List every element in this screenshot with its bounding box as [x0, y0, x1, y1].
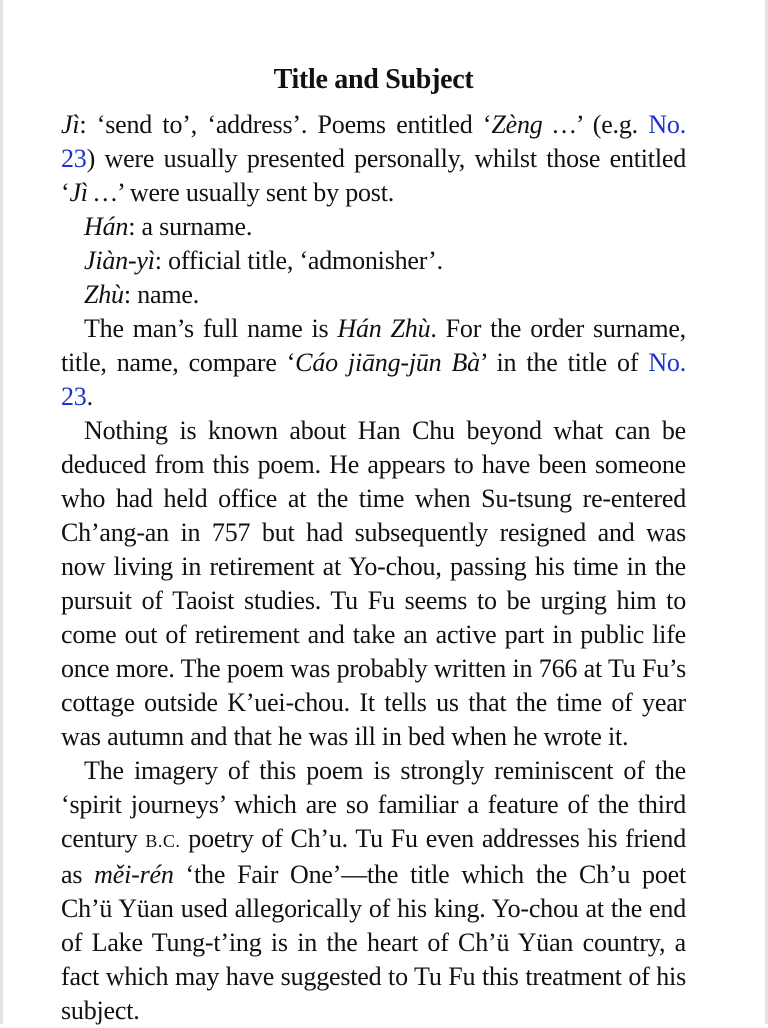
paragraph-nothing-known: Nothing is known about Han Chu beyond what can be deduced from this poem. He appears to have been someone who had held office at the time when Su-tsung re-entered Ch’ang-an in 757 but had subsequently resigned and was now living in retirement at Yo-chou, passing his time in the pursuit of Taoist studies. Tu Fu seems to be urging him to come out of retirement and take an active part in public life once more. The poem was probably written in 766 at Tu Fu’s cottage outside K’uei-chou. It tells us that the time of year was autumn and that he was ill in bed when he wrote it. [61, 416, 686, 751]
italic-ji: Jì … [69, 178, 118, 207]
definition-han [61, 210, 686, 244]
text: ’ were usually sent by post. [117, 178, 395, 207]
definition-zhu [61, 278, 686, 312]
text: . For the order surname, title, name, compare ‘ [61, 314, 686, 377]
definition-jianyi [61, 244, 686, 278]
text: ‘the Fair One’—the title which the Ch’u poet Ch’ü Yüan used allegorically of his king. Yo-chou at the end of Lake Tung-t’ing is in the heart of Ch’ü Yüan country, a fact which may have suggested to Tu Fu this treatment of his subject. [61, 860, 687, 1025]
italic-zeng: Zèng … [491, 110, 576, 139]
page-content [61, 62, 686, 1028]
text: : ‘send to’, ‘address’. Poems entitled ‘ [79, 110, 492, 139]
text: poetry of Ch’u. Tu Fu even addresses his friend as [61, 824, 686, 889]
text: The man’s full name is [84, 314, 338, 343]
cross-reference-link[interactable]: No. 23 [61, 348, 686, 411]
text: ’ (e.g. [575, 110, 649, 139]
italic-meiren: měi-rén [94, 860, 174, 889]
page-left-edge [0, 0, 3, 1024]
italic-name: Hán Zhù [337, 314, 431, 343]
italic-title: Cáo jiāng-jūn Bà [295, 348, 480, 377]
text: ) were usually presented personally, whilst those entitled ‘ [61, 144, 686, 207]
small-caps-bc: B.C. [145, 831, 181, 851]
term-zhu: Zhù [84, 280, 124, 309]
paragraph-imagery [61, 754, 686, 1028]
paragraph-full-name [61, 312, 686, 414]
term-jianyi: Jiàn-yì [84, 246, 155, 275]
text: ’ in the title of [479, 348, 649, 377]
text: The imagery of this poem is strongly reminiscent of the ‘spirit journeys’ which are so familiar a feature of the third century [61, 756, 686, 853]
text: . [86, 382, 93, 411]
term-han: Hán [84, 212, 129, 241]
term-ji: Jì [61, 110, 80, 139]
text: : name. [123, 280, 200, 309]
cross-reference-link[interactable]: No. 23 [61, 110, 686, 173]
definition-ji [61, 108, 686, 210]
text: : a surname. [128, 212, 253, 241]
text: : official title, ‘admonisher’. [154, 246, 443, 275]
section-heading: Title and Subject [273, 64, 474, 95]
